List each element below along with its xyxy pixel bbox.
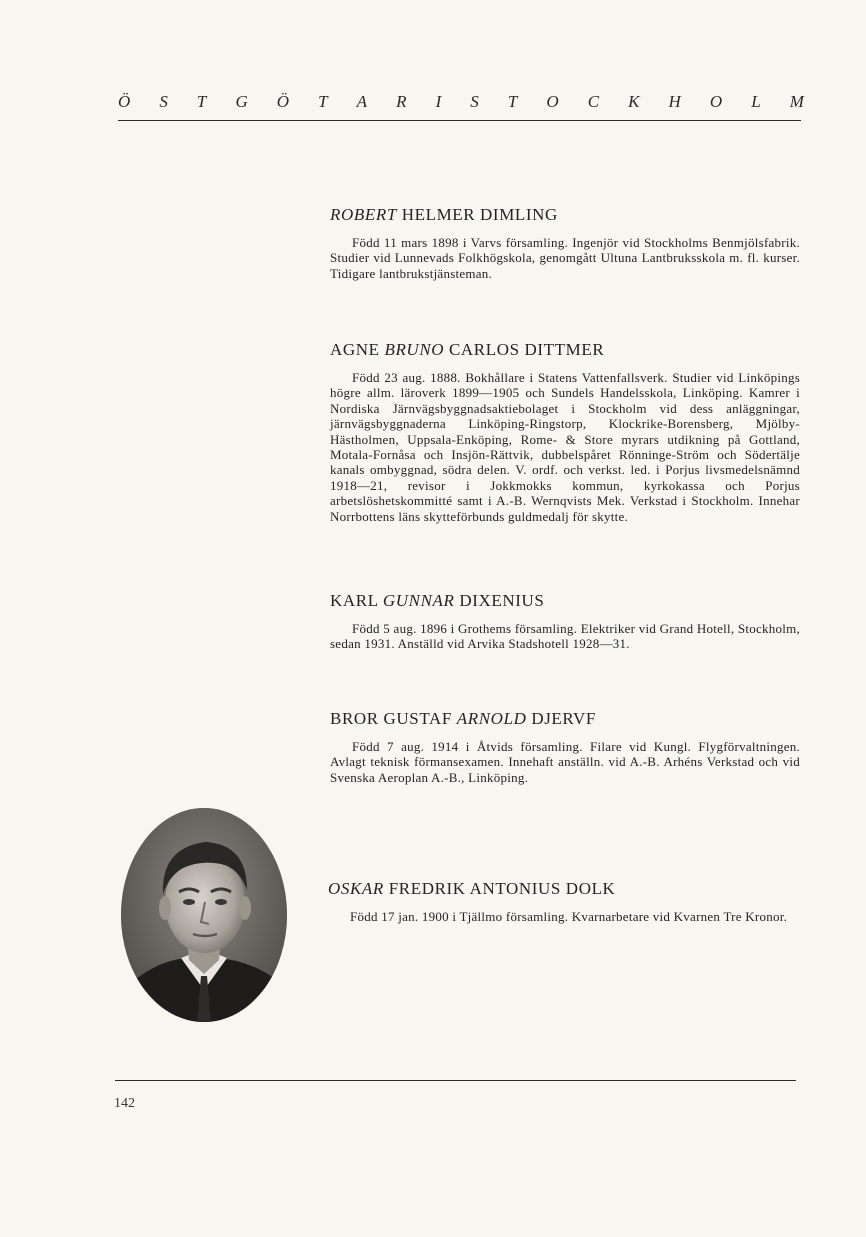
name-part: HELMER DIMLING bbox=[396, 205, 558, 224]
biography-text: Född 7 aug. 1914 i Åtvids församling. Filare vid Kungl. Flygförvaltningen. Avlagt teknisk förmansexamen. Innehaft anställn. vid A.-B. Arhéns Verkstad och vid Svenska Aeroplan A.-B., Linköping. bbox=[330, 739, 800, 785]
person-name bbox=[328, 879, 798, 899]
biography-entry bbox=[330, 591, 800, 652]
biography-text: Född 11 mars 1898 i Varvs församling. Ingenjör vid Stockholms Benmjölsfabrik. Studier vid Lunnevads Folkhögskola, genomgått Ultuna Lantbruksskola m. fl. kurser. Tidigare lantbrukstjänsteman. bbox=[330, 235, 800, 281]
biography-text: Född 17 jan. 1900 i Tjällmo församling. Kvarnarbetare vid Kvarnen Tre Kronor. bbox=[350, 909, 788, 924]
running-head-letter: I bbox=[435, 92, 442, 111]
biography-entry bbox=[330, 205, 800, 281]
name-italic-part: OSKAR bbox=[328, 879, 384, 898]
running-head-letter: K bbox=[628, 92, 640, 111]
name-part: BROR GUSTAF bbox=[330, 709, 457, 728]
name-italic-part: BRUNO bbox=[384, 340, 445, 359]
person-name bbox=[330, 709, 800, 729]
portrait-photo bbox=[121, 808, 287, 1022]
biography-entry bbox=[328, 879, 798, 924]
running-head-letter: O bbox=[709, 92, 723, 111]
person-name bbox=[330, 340, 800, 360]
name-part: DJERVF bbox=[526, 709, 596, 728]
person-name bbox=[330, 205, 800, 225]
biography-text: Född 23 aug. 1888. Bokhållare i Statens Vattenfallsverk. Studier vid Linköpings högre allm. läroverk 1899—1905 och Sundels Handelsskola, Linköping. Kamrer i Nordiska Järnvägsbyggnadsaktiebolaget i Stockholm vid dess anläggningar, järnvägsbyggnaderna Linköping-Ringstorp, Klockrike-Borensberg, Mjölby-Hästholmen, Uppsala-Enköping, Rome- & Store myrars utdikning på Gottland, Motala-Fornåsa och Insjön-Rättvik, dubbelspåret Rönninge-Ström och Södertälje kanals ombyggnad, södra delen. V. ordf. och verkst. led. i Porjus livsmedelsnämnd 1918—21, revisor i Jokkmokks kommun, kyrkokassa och Porjus arbetslöshetskommitté samt i A.-B. Wernqvists Mek. Verkstad i Stockholm. Innehar Norrbottens läns skytteförbunds guldmedalj för skytte. bbox=[330, 370, 800, 524]
running-head-letter: T bbox=[507, 92, 518, 111]
name-italic-part: ARNOLD bbox=[456, 709, 527, 728]
running-head-letter: G bbox=[235, 92, 248, 111]
page-number: 142 bbox=[114, 1096, 135, 1111]
running-head-letter: C bbox=[587, 92, 600, 111]
footer-rule bbox=[115, 1080, 796, 1081]
running-head-letter: O bbox=[546, 92, 559, 111]
biography-entry bbox=[330, 709, 800, 785]
running-head-letter: Ö bbox=[118, 92, 131, 111]
name-part: KARL bbox=[330, 591, 383, 610]
biography-text: Född 5 aug. 1896 i Grothems församling. Elektriker vid Grand Hotell, Stockholm, sedan 1931. Anställd vid Arvika Stadshotell 1928—31. bbox=[330, 621, 800, 652]
running-head-letter: T bbox=[196, 92, 207, 111]
running-head-letter: M bbox=[789, 92, 804, 111]
running-head-letter: R bbox=[396, 92, 407, 111]
biography-entry bbox=[330, 340, 800, 524]
header-rule bbox=[118, 120, 801, 121]
name-part: CARLOS DITTMER bbox=[444, 340, 605, 359]
person-name bbox=[330, 591, 800, 611]
running-head-letter: S bbox=[159, 92, 168, 111]
name-italic-part: GUNNAR bbox=[382, 591, 455, 610]
running-head-letter: H bbox=[668, 92, 681, 111]
running-head-letter: L bbox=[751, 92, 761, 111]
name-part: DIXENIUS bbox=[454, 591, 545, 610]
name-part: FREDRIK ANTONIUS DOLK bbox=[383, 879, 616, 898]
name-italic-part: ROBERT bbox=[330, 205, 397, 224]
running-head bbox=[118, 92, 804, 112]
running-head-letter: Ö bbox=[276, 92, 290, 111]
running-head-letter: A bbox=[356, 92, 368, 111]
running-head-letter: T bbox=[318, 92, 328, 111]
name-part: AGNE bbox=[330, 340, 385, 359]
running-head-letter: S bbox=[470, 92, 479, 111]
